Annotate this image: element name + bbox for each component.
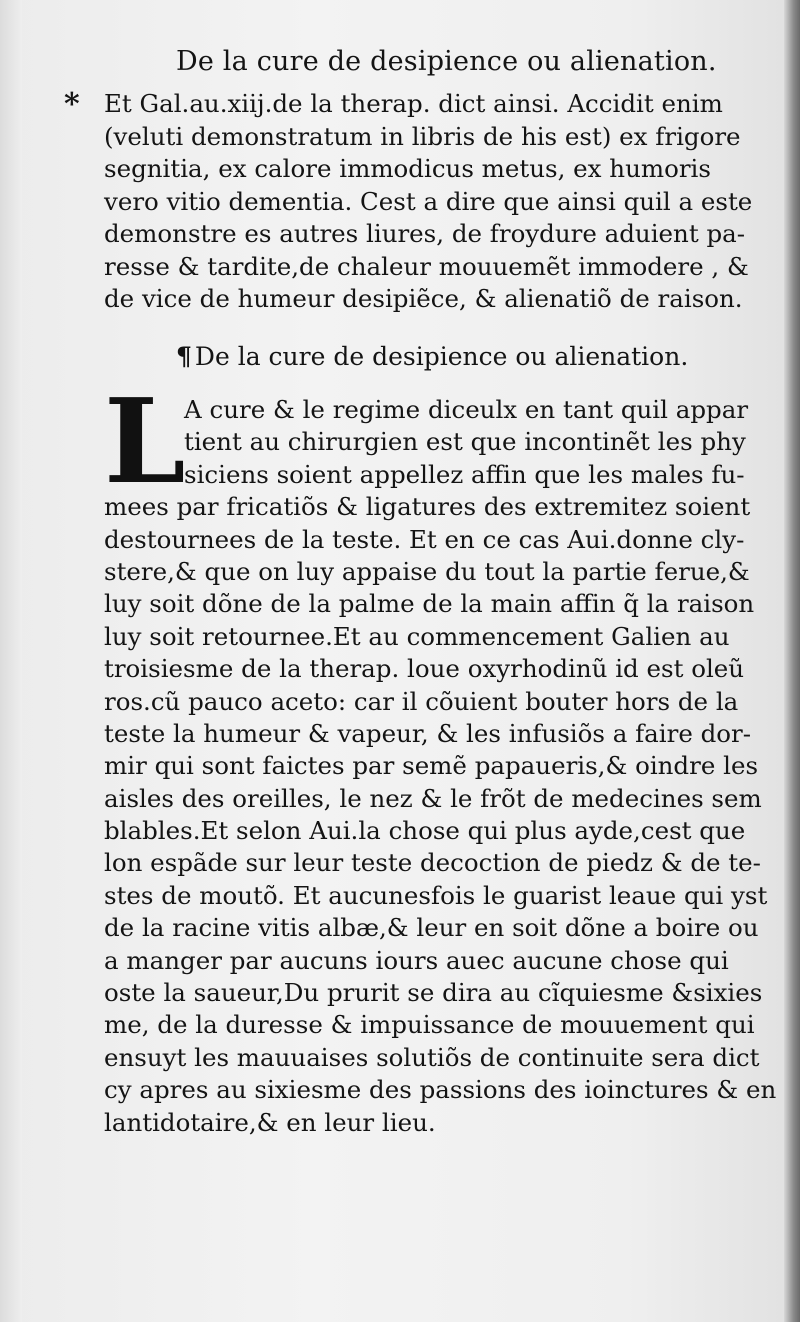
text-line: a manger par aucuns iours auec aucune chose qui bbox=[104, 945, 729, 975]
text-line: demonstre es autres liures, de froydure aduient pa- bbox=[104, 219, 746, 248]
page-gutter bbox=[0, 0, 22, 1322]
text-line: blables.Et selon Aui.la chose qui plus ayde,cest que bbox=[104, 816, 746, 846]
text-line: luy soit dõne de la palme de la main affin q̃ la raison bbox=[104, 589, 755, 619]
drop-cap-initial: L bbox=[104, 374, 186, 510]
text-line: lantidotaire,& en leur lieu. bbox=[104, 1107, 436, 1137]
text-line: stes de moutõ. Et aucunesfois le guarist leaue qui yst bbox=[104, 880, 768, 910]
text-line: de la racine vitis albæ,& leur en soit dõne a boire ou bbox=[104, 913, 759, 943]
section-heading-text: De la cure de desipience ou alienation. bbox=[194, 342, 689, 371]
paragraph-cure bbox=[104, 374, 777, 1139]
text-line: vero vitio dementia. Cest a dire que ainsi quil a este bbox=[104, 186, 753, 216]
text-line: lon espãde sur leur teste decoction de piedz & de te- bbox=[104, 848, 761, 878]
text-line: Et Gal.au.xiij.de la therap. dict ainsi. Accidit enim bbox=[104, 89, 723, 118]
text-line: siciens soient appellez affin que les males fu- bbox=[184, 459, 745, 489]
text-line: segnitia, ex calore immodicus metus, ex humoris bbox=[104, 154, 711, 183]
text-line: ros.cũ pauco aceto: car il cõuient bouter hors de la bbox=[104, 686, 739, 716]
text-line: destournees de la teste. Et en ce cas Aui.donne cly- bbox=[104, 524, 745, 554]
text-line: troisiesme de la therap. loue oxyrhodinũ id est oleũ bbox=[104, 654, 745, 684]
text-line: oste la saueur,Du prurit se dira au cĩquiesme &sixies bbox=[104, 978, 763, 1008]
text-line: luy soit retournee.Et au commencement Galien au bbox=[104, 621, 730, 651]
margin-marker: * bbox=[64, 87, 80, 122]
text-line: teste la humeur & vapeur, & les infusiõs a faire dor- bbox=[104, 718, 752, 748]
text-line: stere,& que on luy appaise du tout la partie ferue,& bbox=[104, 556, 750, 586]
text-line: ensuyt les mauuaises solutiõs de continuite sera dict bbox=[104, 1042, 760, 1072]
text-line: tient au chirurgien est que incontinẽt les phy bbox=[184, 427, 746, 457]
section-heading bbox=[176, 340, 688, 374]
page-edge-shadow bbox=[784, 0, 800, 1322]
pilcrow-icon: ¶ bbox=[176, 342, 192, 371]
running-head: De la cure de desipience ou alienation. bbox=[176, 46, 717, 77]
text-line: (veluti demonstratum in libris de his est) ex frigore bbox=[104, 121, 741, 151]
text-line: de vice de humeur desipiẽce, & alienatiõ de raison. bbox=[104, 284, 743, 313]
text-line: me, de la duresse & impuissance de mouuement qui bbox=[104, 1010, 755, 1040]
text-line: resse & tardite,de chaleur mouuemẽt immodere , & bbox=[104, 251, 749, 281]
text-line: mir qui sont faictes par semẽ papaueris,& oindre les bbox=[104, 751, 759, 781]
text-line: A cure & le regime diceulx en tant quil appar bbox=[184, 395, 749, 424]
paragraph-galen-quote bbox=[104, 88, 753, 316]
text-line: aisles des oreilles, le nez & le frõt de medecines sem bbox=[104, 783, 762, 813]
text-line: mees par fricatiõs & ligatures des extremitez soient bbox=[104, 492, 751, 522]
text-line: cy apres au sixiesme des passions des ioinctures & en bbox=[104, 1075, 777, 1105]
